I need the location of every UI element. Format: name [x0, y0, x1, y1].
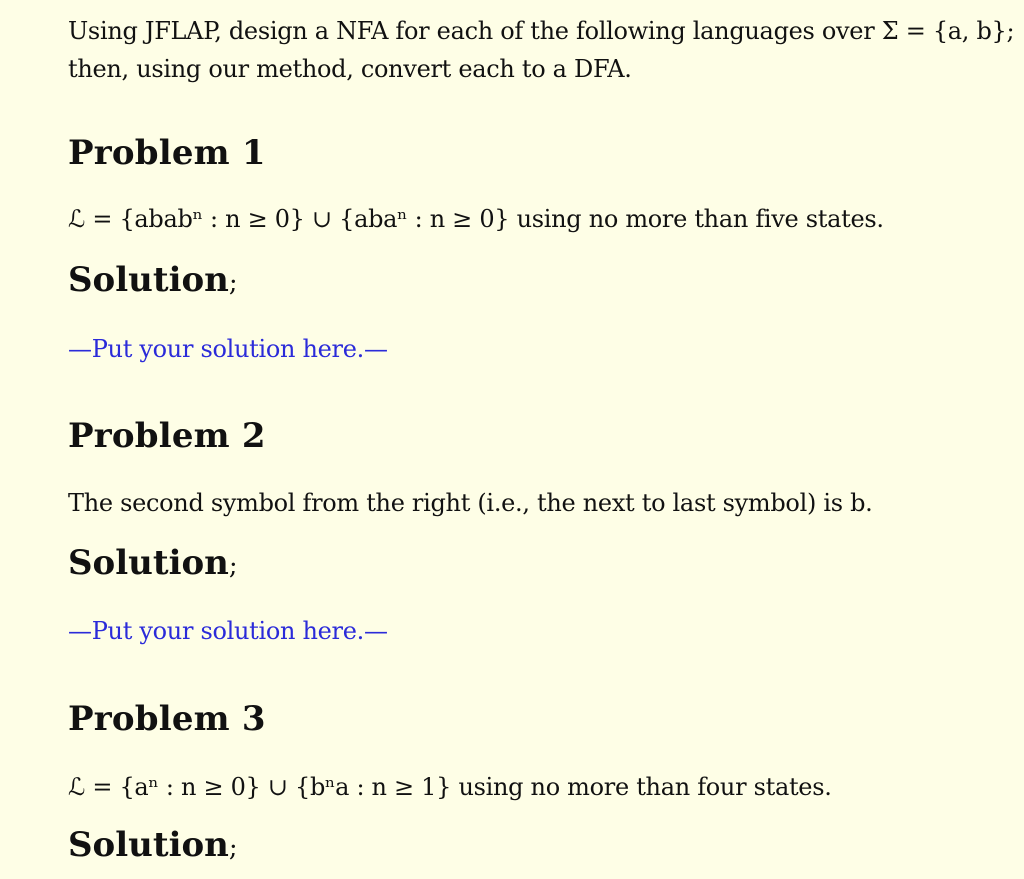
problem-3-statement: ℒ = {aⁿ : n ≥ 0} ∪ {bⁿa : n ≥ 1} using no more than four states.	[68, 773, 832, 801]
problem-1-solution-placeholder[interactable]: —Put your solution here.—	[68, 335, 388, 363]
solution-heading-label: Solution	[68, 543, 229, 583]
problem-1-statement: ℒ = {ababⁿ : n ≥ 0} ∪ {abaⁿ : n ≥ 0} using no more than five states.	[68, 205, 884, 233]
problem-2-solution-placeholder[interactable]: —Put your solution here.—	[68, 617, 388, 645]
problem-2-statement: The second symbol from the right (i.e., the next to last symbol) is b.	[68, 489, 873, 517]
problem-1-heading: Problem 1	[68, 133, 266, 173]
solution-heading-label: Solution	[68, 260, 229, 300]
solution-heading-punct: ;	[228, 551, 238, 581]
solution-heading-punct: ;	[228, 268, 238, 298]
problem-2-heading: Problem 2	[68, 416, 266, 456]
solution-heading-punct: ;	[228, 833, 238, 863]
intro-line-1: Using JFLAP, design a NFA for each of the following languages over Σ = {a, b};	[68, 17, 1015, 45]
problem-1-solution-heading	[68, 260, 238, 300]
problem-2-solution-heading	[68, 543, 238, 583]
problem-3-solution-heading	[68, 825, 238, 865]
intro-line-2: then, using our method, convert each to a DFA.	[68, 55, 632, 83]
problem-3-heading: Problem 3	[68, 699, 266, 739]
solution-heading-label: Solution	[68, 825, 229, 865]
